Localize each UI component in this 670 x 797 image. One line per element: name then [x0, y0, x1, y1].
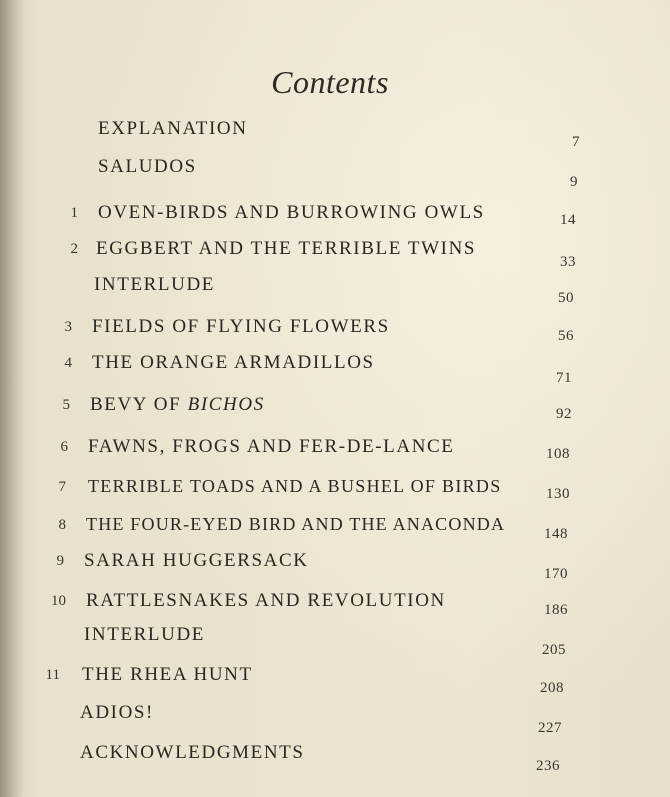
toc-page-number: 92	[556, 406, 572, 422]
toc-title: THE FOUR-EYED BIRD AND THE ANACONDA	[86, 514, 506, 534]
toc-title: RATTLESNAKES AND REVOLUTION	[86, 590, 446, 611]
toc-page-number: 208	[540, 680, 564, 696]
toc-entry-chapter-4	[0, 352, 670, 386]
toc-chapter-number: 10	[51, 593, 66, 609]
toc-page-number: 205	[542, 642, 566, 658]
toc-title: SARAH HUGGERSACK	[84, 550, 309, 571]
toc-page-number: 56	[558, 328, 574, 344]
toc-title: FIELDS OF FLYING FLOWERS	[92, 316, 390, 337]
toc-entry-explanation	[0, 118, 670, 148]
toc-chapter-number: 6	[60, 439, 68, 455]
toc-entry-chapter-3	[0, 316, 670, 346]
toc-entry-interlude-2	[0, 624, 670, 658]
toc-page-number: 186	[544, 602, 568, 618]
toc-entry-chapter-1	[0, 202, 670, 232]
toc-chapter-number: 5	[62, 397, 70, 413]
toc-chapter-number: 2	[70, 241, 78, 257]
toc-entry-chapter-6	[0, 436, 670, 466]
toc-title	[90, 394, 265, 416]
toc-page-number: 71	[556, 370, 572, 386]
toc-chapter-number: 11	[45, 667, 60, 683]
toc-chapter-number: 1	[70, 205, 78, 221]
toc-entry-chapter-11	[0, 664, 670, 694]
toc-page-number: 50	[558, 290, 574, 306]
toc-title: FAWNS, FROGS AND FER-DE-LANCE	[88, 436, 455, 457]
toc-title: OVEN-BIRDS AND BURROWING OWLS	[98, 202, 485, 223]
toc-title: INTERLUDE	[84, 624, 205, 645]
toc-entry-chapter-7	[0, 476, 670, 506]
toc-entry-chapter-10	[0, 590, 670, 620]
toc-page-number: 9	[570, 174, 578, 190]
toc-page-number: 7	[572, 134, 580, 150]
toc-title: TERRIBLE TOADS AND A BUSHEL OF BIRDS	[88, 476, 502, 496]
toc-title: EXPLANATION	[98, 118, 248, 139]
toc-entry-chapter-2	[0, 238, 670, 268]
toc-title: EGGBERT AND THE TERRIBLE TWINS	[96, 238, 477, 259]
toc-title: ADIOS!	[80, 702, 154, 723]
toc-page-number: 33	[560, 254, 576, 270]
toc-page-number: 170	[544, 566, 568, 582]
toc-page-number: 236	[536, 758, 560, 774]
toc-entry-saludos	[0, 156, 670, 190]
toc-chapter-number: 3	[64, 319, 72, 335]
toc-page-number: 130	[546, 486, 570, 502]
toc-title: ACKNOWLEDGMENTS	[80, 742, 305, 763]
toc-title: THE RHEA HUNT	[82, 664, 253, 685]
toc-entry-chapter-5	[0, 394, 670, 424]
toc-page-number: 14	[560, 212, 576, 228]
contents-heading: Contents	[271, 64, 389, 100]
toc-entry-acknowledgments	[0, 742, 670, 772]
toc-page-number: 227	[538, 720, 562, 736]
toc-entry-chapter-8	[0, 514, 670, 544]
toc-chapter-number: 8	[58, 517, 66, 533]
toc-title: INTERLUDE	[94, 274, 215, 295]
toc-page-number: 108	[546, 446, 570, 462]
toc-title-prefix: BEVY OF	[90, 394, 188, 415]
toc-title-italic: BICHOS	[187, 394, 265, 415]
toc-page-number: 148	[544, 526, 568, 542]
toc-chapter-number: 7	[58, 479, 66, 495]
toc-entry-chapter-9	[0, 550, 670, 580]
toc-title: THE ORANGE ARMADILLOS	[92, 352, 375, 373]
toc-entry-interlude-1	[0, 274, 670, 304]
toc-title: SALUDOS	[98, 156, 197, 177]
toc-chapter-number: 4	[64, 355, 72, 371]
toc-entry-adios	[0, 702, 670, 736]
toc-chapter-number: 9	[56, 553, 64, 569]
